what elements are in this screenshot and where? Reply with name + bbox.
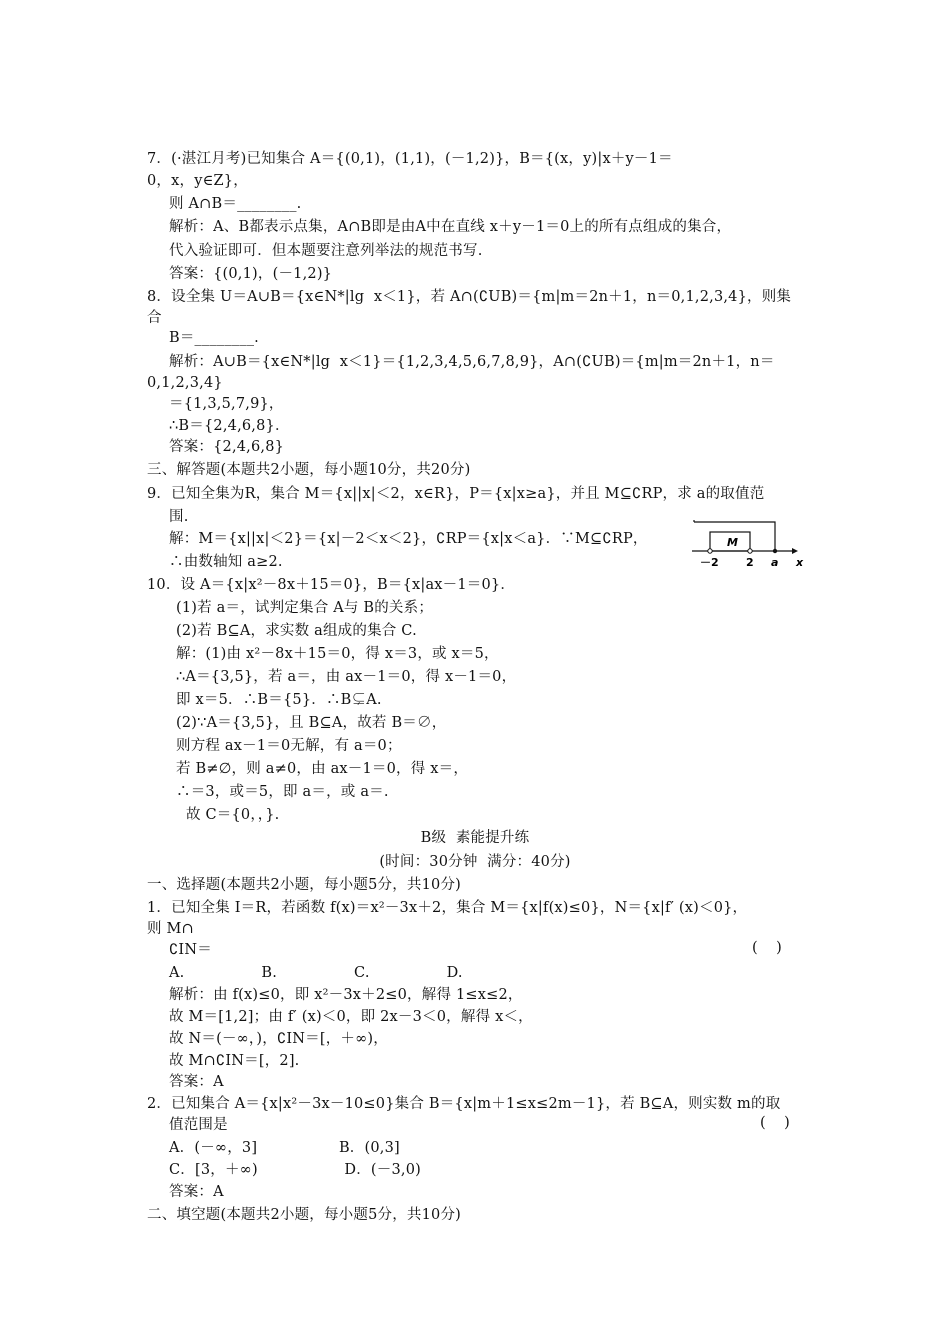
text-line-q10-4: 解：(1)由 x²－8x＋15＝0，得 x＝3，或 x＝5， xyxy=(176,646,499,662)
text-line-q10-11: 故 C＝{0，，}. xyxy=(186,807,280,823)
text-line-b2-3: A．(－∞，3] B．(0,3] xyxy=(169,1140,400,1156)
text-line-q10-7: (2)∵A＝{3,5}，且 B⊆A，故若 B＝∅， xyxy=(176,715,447,731)
text-line-q8-4: 解析：A∪B＝{x∈N*|lg x＜1}＝{1,2,3,4,5,6,7,8,9}，A∩(∁UB)＝{m|m＝2n＋1，n＝ xyxy=(169,354,775,370)
text-line-b1-1: 1．已知全集 I＝R，若函数 f(x)＝x²－3x＋2，集合 M＝{x|f(x)≤0}，N＝{x|f′ (x)＜0}， xyxy=(147,900,748,916)
answer-bracket-2: ( ) xyxy=(760,1115,790,1131)
text-line-q9-1: 9．已知全集为R，集合 M＝{x||x|＜2，x∈R}，P＝{x|x≥a}，并且 M⊆∁RP，求 a的取值范 xyxy=(147,486,765,502)
text-line-b1-3: ∁IN＝ xyxy=(169,942,212,958)
tick-label-neg2: －2 xyxy=(700,556,719,569)
text-line-q8-5: 0,1,2,3,4} xyxy=(147,375,223,391)
axis-arrow xyxy=(792,548,798,554)
text-line-q9-4: ∴由数轴知 a≥2. xyxy=(169,554,283,570)
text-line-q10-9: 若 B≠∅，则 a≠0，由 ax－1＝0，得 x＝， xyxy=(176,761,469,777)
text-line-q10-1: 10．设 A＝{x|x²－8x＋15＝0}，B＝{x|ax－1＝0}． xyxy=(147,577,516,593)
text-line-q7-3: 则 A∩B＝________. xyxy=(169,196,302,212)
text-line-q8-7: ∴B＝{2,4,6,8}． xyxy=(169,418,290,434)
axis-label-x: x xyxy=(796,556,804,569)
text-line-b1-9: 答案：A xyxy=(169,1074,224,1090)
text-line-q8-6: ＝{1,3,5,7,9}， xyxy=(169,396,284,412)
text-line-q8-1: 8．设全集 U＝A∪B＝{x∈N*|lg x＜1}，若 A∩(∁UB)＝{m|m＝2n＋1，n＝0,1,2,3,4}，则集 xyxy=(147,289,792,305)
point-2 xyxy=(748,549,752,553)
tick-label-a: a xyxy=(771,556,779,569)
text-line-b1-2: 则 M∩ xyxy=(147,921,194,937)
text-line-b2-1: 2．已知集合 A＝{x|x²－3x－10≤0}集合 B＝{x|m＋1≤x≤2m－1}，若 B⊆A，则实数 m的取 xyxy=(147,1096,781,1112)
point-a xyxy=(773,549,777,553)
text-line-q10-6: 即 x＝5．∴B＝{5}．∴B⊊A. xyxy=(176,692,382,708)
tick-label-2: 2 xyxy=(746,556,754,569)
text-line-q8-2: 合 xyxy=(147,310,162,326)
text-line-s1: 一、选择题(本题共2小题，每小题5分，共10分) xyxy=(147,877,462,893)
text-line-q7-4: 解析：A、B都表示点集，A∩B即是由A中在直线 x＋y－1＝0上的所有点组成的集合， xyxy=(169,219,732,235)
text-line-q10-10: ∴＝3，或＝5，即 a＝，或 a＝. xyxy=(176,784,389,800)
text-line-q8-3: B＝________. xyxy=(169,330,259,346)
text-line-q9-3: 解：M＝{x||x|＜2}＝{x|－2＜x＜2}，∁RP＝{x|x＜a}．∵M⊆∁RP， xyxy=(169,531,648,547)
text-line-b1-6: 故 M＝[1,2]；由 f′ (x)＜0，即 2x－3＜0，解得 x＜， xyxy=(169,1009,533,1025)
text-line-q10-3: (2)若 B⊆A，求实数 a组成的集合 C. xyxy=(176,623,417,639)
text-line-q10-5: ∴A＝{3,5}，若 a＝，由 ax－1＝0，得 x－1＝0， xyxy=(176,669,517,685)
text-line-s3: 三、解答题(本题共2小题，每小题10分，共20分) xyxy=(147,462,471,478)
text-line-q7-1: 7．(·湛江月考)已知集合 A＝{(0,1)，(1,1)，(－1,2)}，B＝{(x，y)|x＋y－1＝ xyxy=(147,151,673,167)
text-line-q10-8: 则方程 ax－1＝0无解，有 a＝0； xyxy=(176,738,402,754)
text-line-b-sub: (时间：30分钟 满分：40分) xyxy=(379,854,571,870)
text-line-s2: 二、填空题(本题共2小题，每小题5分，共10分) xyxy=(147,1207,462,1223)
text-line-b2-4: C．[3，＋∞) D．(－3,0) xyxy=(169,1162,421,1178)
text-line-q9-2: 围. xyxy=(169,509,189,525)
text-line-q8-8: 答案：{2,4,6,8} xyxy=(169,439,285,455)
text-line-q7-5: 代入验证即可．但本题要注意列举法的规范书写. xyxy=(169,243,483,259)
answer-bracket-1: ( ) xyxy=(752,940,782,956)
set-m-label: M xyxy=(727,536,738,549)
text-line-b1-8: 故 M∩∁IN＝[，2]. xyxy=(169,1053,300,1069)
text-line-b1-7: 故 N＝(－∞，)，∁IN＝[，＋∞)， xyxy=(169,1031,388,1047)
point-neg2 xyxy=(708,549,712,553)
text-line-b2-5: 答案：A xyxy=(169,1184,224,1200)
text-line-b1-5: 解析：由 f(x)≤0，即 x²－3x＋2≤0，解得 1≤x≤2， xyxy=(169,987,523,1003)
number-line-figure xyxy=(690,518,820,572)
text-line-b-title: B级 素能提升练 xyxy=(420,830,530,846)
text-line-b2-2: 值范围是 xyxy=(169,1117,228,1133)
text-line-q10-2: (1)若 a＝，试判定集合 A与 B的关系； xyxy=(176,600,434,616)
text-line-q7-6: 答案：{(0,1)，(－1,2)} xyxy=(169,266,333,282)
text-line-q7-2: 0，x，y∈Z}， xyxy=(147,173,248,189)
text-line-b1-4: A. B. C. D. xyxy=(169,965,463,981)
